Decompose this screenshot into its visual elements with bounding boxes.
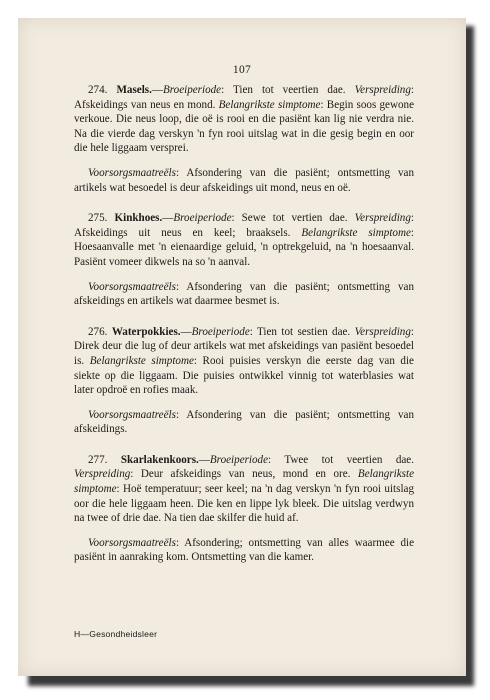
text-voorsorg: : Afsondering van die pasiënt; ontsmetting van artikels wat besoedel is deur afskeidings uit mond, neus en oë. (74, 166, 414, 194)
label-verspreiding: Verspreiding (354, 212, 411, 225)
text-verspreiding: : Deur afskeidings van neus, mond en ore. (130, 468, 351, 481)
precautions-body (74, 166, 414, 195)
label-verspreiding: Verspreiding (354, 325, 411, 338)
text-simptome: : Rooi puisies verskyn die eerste dag van die siekte op die liggaam. Die puisies ontwikkel vinnig tot waterblasies wat later opdroë en rofies maak. (74, 354, 414, 397)
entry-277 (74, 453, 414, 565)
text-voorsorg: : Afsondering; ontsmetting van alles waarmee die pasiënt in aanraking kom. Ontsmetting van die kamer. (74, 536, 414, 564)
entry-number: 277. (88, 453, 108, 466)
dash: — (162, 212, 174, 225)
label-broeiperiode: Broeiperiode (209, 453, 269, 466)
entry-body (74, 453, 414, 526)
entry-body (74, 325, 414, 398)
text-verspreiding: : Direk deur die lug of deur artikels wat met afskeidings van pasiënt besoedel is. (74, 325, 414, 367)
label-simptome: Belangrikste simptome (89, 354, 194, 367)
entry-number: 274. (88, 84, 108, 96)
text-voorsorg: : Afsondering van die pasiënt; ontsmetting van afskeidings en artikels wat daarmee besmet is. (74, 280, 414, 308)
precautions-body (74, 536, 414, 565)
text-simptome: : Hoë temperatuur; seer keel; na 'n dag verskyn 'n fyn rooi uitslag oor die hele liggaam heen. Die ken en lippe lyk bleek. Die uitslag verdwyn na twee of drie dae. Na tien dae skilfer die huid af. (74, 483, 414, 525)
entry-body (74, 83, 414, 156)
text-simptome: : Begin soos gewone verkoue. Die neus loop, die oë is rooi en die pasiënt kan lig nie verdra nie. Na die vierde dag verskyn 'n fyn rooi uitslag wat in die gesig begin en oor die hele liggaam versprei. (74, 98, 414, 155)
page-number: 107 (232, 64, 252, 76)
page-footer: H—Gesondheidsleer (74, 629, 158, 639)
precautions-body (74, 408, 414, 437)
label-voorsorg: Voorsorgsmaatreëls (88, 280, 176, 293)
entry-275 (74, 211, 414, 309)
text-broeiperiode: : Sewe tot vertien dae. (231, 212, 348, 225)
label-simptome: Belangrikste simptome (74, 468, 414, 496)
text-verspreiding: : Afskeidings van neus en mond. (74, 84, 414, 111)
entry-body (74, 211, 414, 269)
text-broeiperiode: : Tien tot veertien dae. (221, 84, 346, 96)
text-voorsorg: : Afsondering van die pasiënt; ontsmetting van afskeidings. (74, 408, 414, 436)
label-voorsorg: Voorsorgsmaatreëls (88, 408, 176, 421)
dash: — (151, 84, 163, 96)
precautions (74, 408, 414, 437)
entry-title: Skarlakenkoors. (120, 453, 199, 466)
label-broeiperiode: Broeiperiode (162, 84, 222, 96)
label-verspreiding: Verspreiding (354, 84, 411, 96)
label-broeiperiode: Broeiperiode (173, 212, 232, 225)
text-broeiperiode: : Twee tot veertien dae. (268, 453, 414, 466)
entry-title: Masels. (116, 84, 152, 96)
dash: — (198, 453, 210, 466)
precautions-body (74, 280, 414, 309)
precautions (74, 536, 414, 565)
entry-number: 275. (88, 212, 108, 225)
label-simptome: Belangrikste simptome (218, 98, 321, 111)
text-broeiperiode: : Tien tot sestien dae. (249, 325, 351, 338)
page-content (74, 83, 414, 565)
precautions (74, 280, 414, 309)
text-verspreiding: : Afskeidings uit neus en keel; braaksels. (74, 212, 414, 239)
entry-276 (74, 325, 414, 437)
text-simptome: : Hoesaanvalle met 'n eienaardige geluid, 'n optrekgeluid, na 'n hoesaanval. Pasiënt vomeer dikwels na so 'n aanval. (74, 226, 414, 268)
label-voorsorg: Voorsorgsmaatreëls (88, 166, 176, 179)
label-simptome: Belangrikste simptome (301, 226, 411, 239)
entry-number: 276. (88, 325, 108, 338)
entry-title: Waterpokkies. (111, 325, 181, 338)
label-voorsorg: Voorsorgsmaatreëls (88, 536, 176, 549)
label-verspreiding: Verspreiding (74, 468, 131, 481)
dash: — (180, 325, 192, 338)
entry-title: Kinkhoes. (114, 212, 163, 225)
book-page (18, 18, 466, 676)
label-broeiperiode: Broeiperiode (191, 325, 250, 338)
entry-274 (74, 83, 414, 195)
precautions (74, 166, 414, 195)
